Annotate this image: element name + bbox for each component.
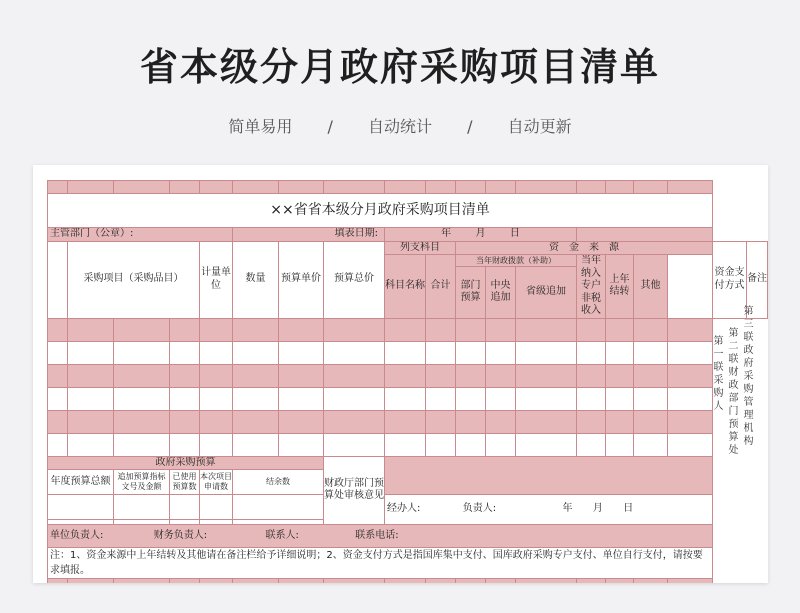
budget-title-row [48, 456, 768, 470]
table-row [48, 410, 768, 433]
header-fund-source: 资 金 来 源 [456, 241, 713, 255]
form-title: ××省省本级分月政府采购项目清单 [48, 194, 713, 228]
review-label: 财政厅部门预算处审核意见 [324, 456, 385, 525]
finance-head-label: 财务负责人: [153, 529, 208, 541]
table-row [48, 318, 768, 341]
header-non-tax: 当年纳入专户非税收入 [577, 255, 606, 319]
handler-label: 经办人: [387, 503, 421, 515]
page-title: 省本级分月政府采购项目清单 [139, 45, 660, 89]
gov-budget-annual: 年度预算总额 [48, 470, 114, 495]
header-pay-method: 资金支付方式 [713, 241, 747, 318]
year-label: 年 [562, 503, 573, 515]
footnote: 注：1、资金来源中上年结转及其他请在备注栏给予详细说明；2、资金支付方式是指国库集中支付、国库政府采购专户支付、单位自行支付，请按要求填报。 [48, 548, 713, 579]
table-row [48, 341, 768, 364]
header-subject-list: 列支科目 [385, 241, 456, 255]
page-subtitle [0, 114, 800, 137]
date-label: 填表日期: [233, 228, 385, 242]
month-label: 月 [592, 503, 603, 515]
signers [48, 525, 713, 548]
header-price: 预算单价 [279, 241, 324, 318]
year-label: 年 [441, 228, 452, 239]
header-central-add: 中央追加 [486, 267, 516, 319]
dept-label: 主管部门（公章）: [48, 228, 233, 242]
subtitle-item: 简单易用 [228, 117, 293, 136]
header-prov-add: 省级追加 [516, 267, 577, 319]
day-label: 日 [623, 503, 634, 515]
form-title-row [48, 194, 768, 228]
handler-row [385, 495, 713, 525]
table-row [48, 387, 768, 410]
phone-label: 联系电话: [355, 529, 399, 541]
subtitle-item: 自动统计 [367, 117, 432, 136]
gov-budget-added: 追加预算指标文号及金额 [114, 470, 170, 495]
gov-budget-title: 政府采购预算 [48, 456, 324, 470]
review-area [385, 456, 713, 495]
header-qty: 数量 [233, 241, 279, 318]
subtitle-separator: / [467, 117, 473, 136]
header-sum: 合计 [426, 255, 456, 319]
signers-row [48, 525, 768, 548]
budget-value-row [48, 495, 768, 520]
header-other: 其他 [634, 255, 668, 319]
header-row-1 [48, 241, 768, 255]
header-fiscal: 当年财政拨款（补助） [456, 255, 577, 267]
unit-head-label: 单位负责人: [50, 529, 104, 541]
header-remark: 备注 [747, 241, 768, 318]
gov-budget-balance: 结余数 [233, 470, 324, 495]
header-subject-name: 科目名称 [385, 255, 426, 319]
note-row [48, 548, 768, 579]
header-project: 采购项目（采购品目） [68, 241, 200, 318]
table-row [48, 433, 768, 456]
gov-budget-current: 本次项目申请数 [200, 470, 233, 495]
subtitle-separator: / [327, 117, 333, 136]
month-label: 月 [475, 228, 486, 239]
date-fields [385, 228, 577, 242]
contact-label: 联系人: [265, 529, 299, 541]
copy-note-1: 第一联采购人 [711, 335, 722, 413]
dept-date-row [48, 228, 768, 242]
gov-budget-used: 已使用预算数 [170, 470, 200, 495]
procurement-form-table [47, 180, 768, 583]
responsible-label: 负责人: [462, 503, 497, 515]
table-row [48, 364, 768, 387]
bottom-strip-row [48, 579, 768, 584]
day-label: 日 [509, 228, 520, 239]
header-dept-budget: 部门预算 [456, 267, 486, 319]
header-last-year: 上年结转 [606, 255, 634, 319]
subtitle-item: 自动更新 [507, 117, 572, 136]
header-total: 预算总价 [324, 241, 385, 318]
header-unit: 计量单位 [200, 241, 233, 318]
spreadsheet-preview [33, 165, 768, 583]
copy-note-2: 第二联财政部门预算处 [726, 327, 737, 457]
copy-note-3: 第三联政府采购管理机构 [741, 305, 752, 448]
top-strip-row [48, 181, 768, 194]
